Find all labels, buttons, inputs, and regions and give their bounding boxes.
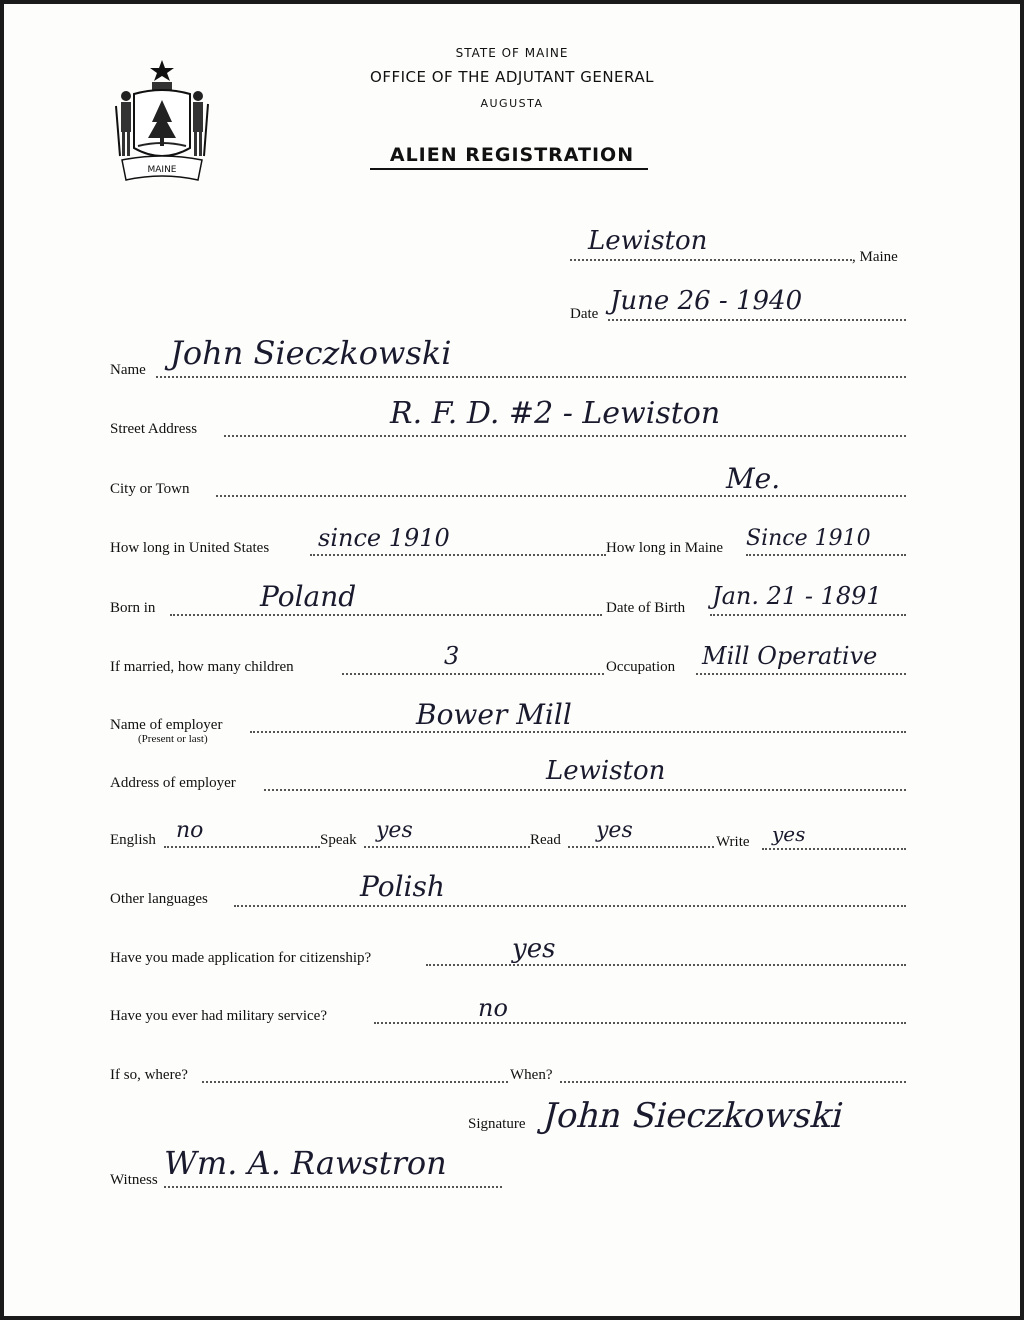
write-label: Write: [716, 834, 750, 850]
date-value: June 26 - 1940: [610, 286, 803, 316]
witness-value: Wm. A. Rawstron: [164, 1144, 447, 1182]
date-of-birth-line: [710, 614, 906, 616]
office-heading: OFFICE OF THE ADJUTANT GENERAL: [370, 68, 654, 86]
title-underline: [370, 168, 648, 170]
children-label: If married, how many children: [110, 659, 294, 675]
other-languages-label: Other languages: [110, 891, 208, 907]
occupation-label: Occupation: [606, 659, 676, 675]
children-line: [342, 673, 604, 675]
how-long-maine-value: Since 1910: [746, 526, 871, 551]
how-long-us-label: How long in United States: [110, 540, 270, 556]
employer-label: Name of employer: [110, 717, 223, 733]
date-line: [608, 319, 906, 321]
name-value: John Sieczkowski: [170, 334, 452, 372]
english-line: [164, 846, 320, 848]
witness-label: Witness: [110, 1172, 158, 1188]
citizenship-line: [426, 964, 906, 966]
name-line: [156, 376, 906, 378]
write-line: [762, 848, 906, 850]
how-long-maine-label: How long in Maine: [606, 540, 724, 556]
how-long-maine-line: [746, 554, 906, 556]
occupation-line: [696, 673, 906, 675]
employer-address-value: Lewiston: [546, 756, 666, 786]
town-value: Lewiston: [588, 226, 708, 256]
signature-label: Signature: [468, 1116, 526, 1132]
name-label: Name: [110, 362, 146, 378]
employer-sublabel: (Present or last): [138, 733, 208, 745]
street-address-value: R. F. D. #2 - Lewiston: [390, 396, 721, 431]
speak-label: Speak: [320, 832, 357, 848]
town-line: [570, 259, 852, 261]
born-in-value: Poland: [260, 580, 357, 613]
born-in-line: [170, 614, 602, 616]
employer-address-line: [264, 789, 906, 791]
date-label: Date: [570, 306, 599, 322]
if-so-where-line: [202, 1081, 508, 1083]
witness-line: [164, 1186, 502, 1188]
other-languages-value: Polish: [360, 870, 445, 903]
other-languages-line: [234, 905, 906, 907]
read-line: [568, 846, 714, 848]
city-or-town-label: City or Town: [110, 481, 190, 497]
children-value: 3: [444, 642, 460, 670]
street-address-line: [224, 435, 906, 437]
maine-label: , Maine: [852, 249, 898, 265]
svg-text:MAINE: MAINE: [147, 165, 177, 175]
date-of-birth-value: Jan. 21 - 1891: [712, 582, 882, 610]
city-or-town-line: [216, 495, 906, 497]
born-in-label: Born in: [110, 600, 156, 616]
if-so-where-label: If so, where?: [110, 1067, 188, 1083]
city-or-town-value: Me.: [726, 462, 781, 495]
signature-value: John Sieczkowski: [539, 1096, 849, 1136]
how-long-us-line: [310, 554, 606, 556]
employer-address-label: Address of employer: [110, 775, 236, 791]
speak-value: yes: [376, 818, 413, 843]
write-value: yes: [772, 822, 806, 846]
form-title: ALIEN REGISTRATION: [389, 144, 635, 166]
speak-line: [364, 846, 530, 848]
state-heading: STATE OF MAINE: [455, 46, 569, 60]
street-address-label: Street Address: [110, 421, 198, 437]
citizenship-value: yes: [512, 934, 556, 964]
when-label: When?: [510, 1067, 553, 1083]
occupation-value: Mill Operative: [702, 642, 878, 670]
date-of-birth-label: Date of Birth: [606, 600, 686, 616]
english-label: English: [110, 832, 156, 848]
military-value: no: [478, 994, 508, 1022]
military-label: Have you ever had military service?: [110, 1008, 327, 1024]
read-label: Read: [530, 832, 561, 848]
registration-form: [4, 4, 1020, 1316]
how-long-us-value: since 1910: [318, 524, 450, 552]
city-heading: AUGUSTA: [480, 97, 544, 110]
employer-value: Bower Mill: [416, 698, 572, 731]
employer-line: [250, 731, 906, 733]
english-value: no: [176, 818, 204, 843]
when-line: [560, 1081, 906, 1083]
read-value: yes: [596, 818, 633, 843]
citizenship-label: Have you made application for citizenship?: [110, 950, 372, 966]
military-line: [374, 1022, 906, 1024]
